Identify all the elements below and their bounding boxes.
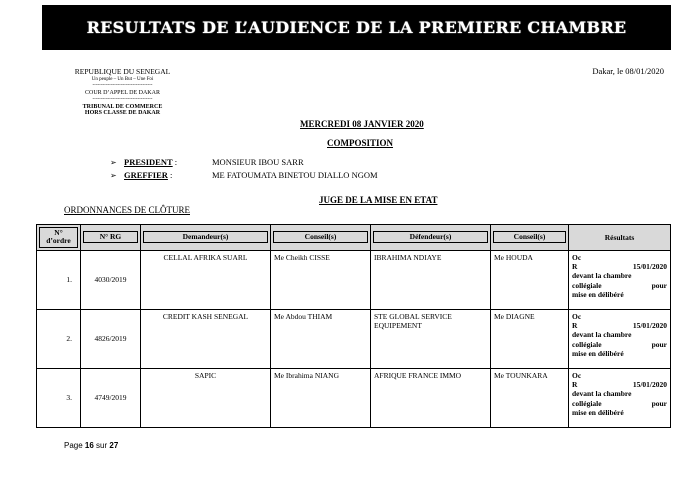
total-pages: 27 [109,441,119,450]
header-resultats: Résultats [569,225,671,251]
header-num: N° d’ordre [37,225,81,251]
cell-conseil-2: Me TOUNKARA [491,368,569,427]
document-date: Dakar, le 08/01/2020 [592,66,664,76]
president-name: MONSIEUR IBOU SARR [212,157,304,167]
section-title: ORDONNANCES DE CLÔTURE [64,205,190,215]
table-row [37,250,671,309]
cell-conseil-1: Me Ibrahima NIANG [271,368,371,427]
cell-demandeur: CELLAL AFRIKA SUARL [141,250,271,309]
role-label: PRESIDENT [124,157,173,167]
cell-rg: 4826/2019 [81,309,141,368]
table-row [37,309,671,368]
composition-role-president [110,157,177,167]
arrow-bullet-icon: ➢ [110,158,117,167]
composition-role-greffier [110,170,172,180]
composition-title: COMPOSITION [327,138,394,148]
table-header-row [37,225,671,251]
cell-conseil-1: Me Cheikh CISSE [271,250,371,309]
greffier-name: ME FATOUMATA BINETOU DIALLO NGOM [212,170,378,180]
cell-rg: 4030/2019 [81,250,141,309]
cell-defendeur: STE GLOBAL SERVICE EQUIPEMENT [371,309,491,368]
cell-num: 2. [37,309,81,368]
cell-resultat: Oc R 15/01/2020 devant la chambre collégiale pour mise en délibéré [569,368,671,427]
cell-conseil-2: Me HOUDA [491,250,569,309]
cell-defendeur: AFRIQUE FRANCE IMMO [371,368,491,427]
juge-title: JUGE DE LA MISE EN ETAT [319,195,438,205]
header-demandeur: Demandeur(s) [141,225,271,251]
cell-conseil-1: Me Abdou THIAM [271,309,371,368]
cell-conseil-2: Me DIAGNE [491,309,569,368]
cell-resultat: Oc R 15/01/2020 devant la chambre collégiale pour mise en délibéré [569,250,671,309]
tribunal-label-line1: TRIBUNAL DE COMMERCE [82,103,163,110]
header-divider: ------------------------------------ [92,82,153,88]
table-row [37,368,671,427]
court-label: COUR D’APPEL DE DAKAR [85,89,160,96]
cell-demandeur: SAPIC [141,368,271,427]
role-label: GREFFIER [124,170,168,180]
page-banner-title: RESULTATS DE L’AUDIENCE DE LA PREMIERE CHAMBRE [42,5,671,50]
institution-header [55,68,190,116]
role-separator: : [172,157,178,167]
motto-label: Un peuple – Un But – Une Foi [91,76,154,82]
header-conseil-1: Conseil(s) [271,225,371,251]
republic-label: REPUBLIQUE DU SENEGAL [74,67,171,76]
cell-num: 3. [37,368,81,427]
header-defendeur: Défendeur(s) [371,225,491,251]
arrow-bullet-icon: ➢ [110,171,117,180]
role-separator: : [167,170,173,180]
session-date-title: MERCREDI 08 JANVIER 2020 [300,119,424,129]
header-conseil-2: Conseil(s) [491,225,569,251]
cell-rg: 4749/2019 [81,368,141,427]
cell-demandeur: CREDIT KASH SENEGAL [141,309,271,368]
current-page: 16 [84,441,94,450]
tribunal-label-line2: HORS CLASSE DE DAKAR [84,109,161,116]
results-table [36,224,671,428]
cell-resultat: Oc R 15/01/2020 devant la chambre collégiale pour mise en délibéré [569,309,671,368]
cell-defendeur: IBRAHIMA NDIAYE [371,250,491,309]
header-divider: ------------------------------------ [92,96,153,102]
page-footer: Page 16 sur 27 [64,441,119,450]
cell-num: 1. [37,250,81,309]
header-rg: N° RG [81,225,141,251]
